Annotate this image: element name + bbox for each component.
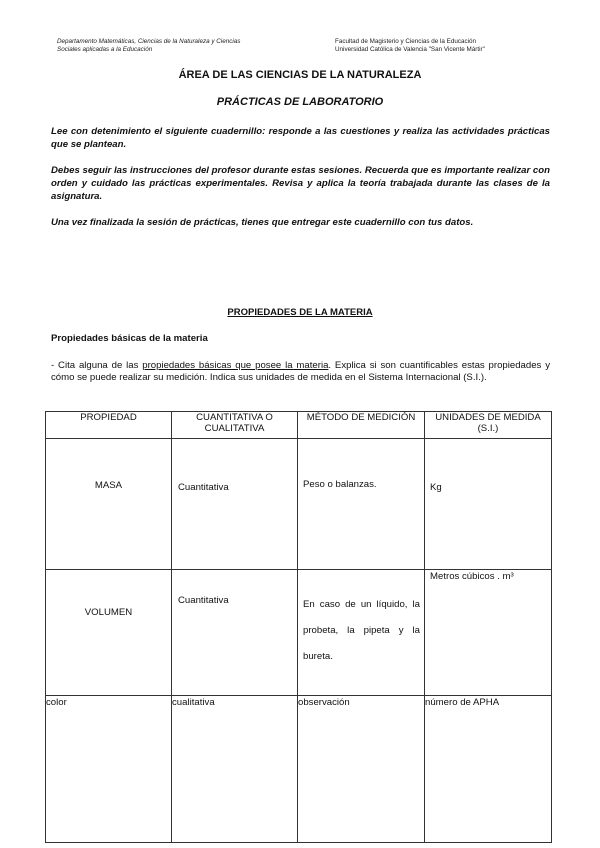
instruction-link: propiedades básicas que posee la materia <box>142 360 329 371</box>
instruction-prefix: - Cita alguna de las <box>51 360 143 371</box>
table-cell-property: color <box>46 696 172 843</box>
section-title: PROPIEDADES DE LA MATERIA <box>227 307 373 318</box>
instruction-text <box>51 360 550 383</box>
table-row <box>46 570 552 696</box>
header-right-line1: Facultad de Magisterio y Ciencias de la Educación <box>335 38 477 45</box>
table-cell-type: cualitativa <box>172 696 298 843</box>
table-cell-type: Cuantitativa <box>172 570 298 696</box>
table-cell-method: Peso o balanzas. <box>298 439 425 570</box>
header-left-line1: Departamento Matemáticas, Ciencias de la Naturaleza y Ciencias <box>57 38 241 45</box>
table-row <box>46 439 552 570</box>
header-university <box>335 38 565 54</box>
properties-table <box>45 411 552 843</box>
table-header-cell: UNIDADES DE MEDIDA (S.I.) <box>425 412 552 439</box>
page-title: ÁREA DE LAS CIENCIAS DE LA NATURALEZA <box>178 69 422 81</box>
table-header-row <box>46 412 552 439</box>
table-header-cell: PROPIEDAD <box>46 412 172 439</box>
page-subtitle: PRÁCTICAS DE LABORATORIO <box>216 96 384 108</box>
intro-paragraph-3: Una vez finalizada la sesión de prácticas, tienes que entregar este cuadernillo con tus datos. <box>51 217 474 228</box>
intro-paragraph-1: Lee con detenimiento el siguiente cuadernillo: responde a las cuestiones y realiza las actividades prácticas que se plantean. <box>51 126 550 150</box>
subsection-title: Propiedades básicas de la materia <box>51 333 208 344</box>
table-cell-unit: Metros cúbicos . m³ <box>425 570 552 696</box>
table-cell-property: MASA <box>46 439 172 570</box>
intro-paragraph-2: Debes seguir las instrucciones del profesor durante estas sesiones. Recuerda que es importante realizar con orden y cuidado las prácticas experimentales. Revisa y aplica la teoría trabajada durante las clases de la asignatura. <box>51 165 550 202</box>
table-cell-method: En caso de un líquido, la probeta, la pipeta y la bureta. <box>298 570 425 696</box>
table-header-cell: CUANTITATIVA O CUALITATIVA <box>172 412 298 439</box>
table-cell-unit: Kg <box>425 439 552 570</box>
instruction-suffix: . Explica si son cuantificables estas propiedades y cómo se puede realizar su medición. Indica sus unidades de medida en el Sistema Internacional (S.I.). <box>51 360 551 383</box>
table-cell-type: Cuantitativa <box>172 439 298 570</box>
header-right-line2: Universidad Católica de Valencia "San Vicente Mártir" <box>335 46 485 53</box>
table-cell-property: VOLUMEN <box>46 570 172 696</box>
header-left-line2: Sociales aplicadas a la Educación <box>57 46 153 53</box>
table-cell-unit: número de APHA <box>425 696 552 843</box>
table-row <box>46 696 552 843</box>
table-cell-method: observación <box>298 696 425 843</box>
header-department <box>57 38 307 54</box>
table-header-cell: MÉTODO DE MEDICIÓN <box>298 412 425 439</box>
